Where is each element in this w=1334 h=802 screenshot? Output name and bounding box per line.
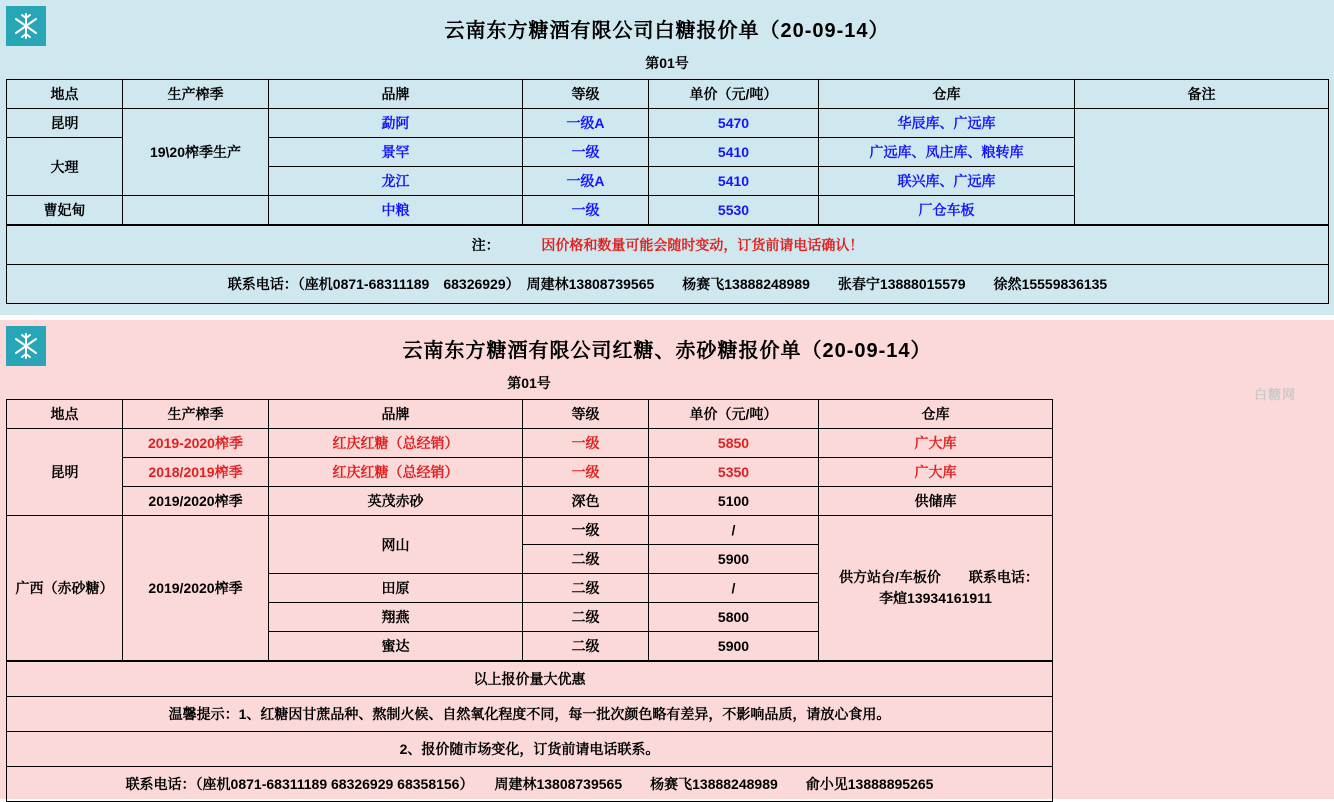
col-brand: 品牌 — [269, 80, 523, 109]
snowflake-logo-icon — [6, 6, 46, 46]
cell-warehouse: 广大库 — [819, 458, 1053, 487]
tip-row — [7, 732, 1053, 767]
cell-grade: 深色 — [523, 487, 649, 516]
table-header-row — [7, 400, 1053, 429]
cell-grade: 一级A — [523, 167, 649, 196]
cell-price: 5900 — [649, 632, 819, 661]
col-price: 单价（元/吨） — [649, 80, 819, 109]
panel1-notes — [6, 225, 1329, 304]
panel2-contact: 联系电话：（座机0871-68311189 68326929 68358156） 周建林13808739565 杨赛飞13888248989 俞小见13888895265 — [7, 767, 1053, 802]
cell-price: 5410 — [649, 167, 819, 196]
col-season: 生产榨季 — [123, 80, 269, 109]
cell-season: 2018/2019榨季 — [123, 458, 269, 487]
table-row — [7, 516, 1053, 545]
cell-season: 2019-2020榨季 — [123, 429, 269, 458]
panel2-order-no: 第01号 — [507, 375, 551, 391]
note-row — [7, 226, 1329, 265]
panel2-tip-1: 温馨提示：1、红糖因甘蔗品种、熬制火候、自然氧化程度不同，每一批次颜色略有差异，不影响品质，请放心食用。 — [7, 697, 1053, 732]
cell-grade: 一级 — [523, 516, 649, 545]
cell-grade: 二级 — [523, 632, 649, 661]
cell-brand: 英茂赤砂 — [269, 487, 523, 516]
cell-warehouse: 厂仓车板 — [819, 196, 1075, 225]
table-row — [7, 429, 1053, 458]
cell-season: 19\20榨季生产 — [123, 109, 269, 196]
cell-season: 2019/2020榨季 — [123, 516, 269, 661]
col-grade: 等级 — [523, 80, 649, 109]
cell-grade: 二级 — [523, 603, 649, 632]
cell-price: 5900 — [649, 545, 819, 574]
panel2-title: 云南东方糖酒有限公司红糖、赤砂糖报价单（20-09-14） — [402, 340, 932, 362]
cell-price: 5530 — [649, 196, 819, 225]
panel1-contact: 联系电话：（座机0871-68311189 68326929） 周建林13808739565 杨赛飞13888248989 张春宁13888015579 徐然15559836135 — [7, 265, 1329, 304]
cell-grade: 二级 — [523, 574, 649, 603]
cell-grade: 一级 — [523, 138, 649, 167]
cell-price: / — [649, 516, 819, 545]
cell-price: 5410 — [649, 138, 819, 167]
note-text: 因价格和数量可能会随时变动，订货前请电话确认！ — [541, 237, 864, 253]
cell-brand: 中粮 — [269, 196, 523, 225]
cell-brand: 田原 — [269, 574, 523, 603]
cell-warehouse: 联兴库、广远库 — [819, 167, 1075, 196]
table-row — [7, 109, 1329, 138]
cell-place: 广西（赤砂糖） — [7, 516, 123, 661]
col-place: 地点 — [7, 80, 123, 109]
cell-place: 曹妃甸 — [7, 196, 123, 225]
cell-brand: 蜜达 — [269, 632, 523, 661]
cell-price: 5100 — [649, 487, 819, 516]
note-label: 注： — [471, 237, 500, 253]
col-price: 单价（元/吨） — [649, 400, 819, 429]
promo-row — [7, 662, 1053, 697]
col-warehouse: 仓库 — [819, 80, 1075, 109]
cell-grade: 一级 — [523, 196, 649, 225]
cell-brand: 翔燕 — [269, 603, 523, 632]
cell-brand: 网山 — [269, 516, 523, 574]
cell-price: 5350 — [649, 458, 819, 487]
table-header-row — [7, 80, 1329, 109]
cell-grade: 一级 — [523, 458, 649, 487]
white-sugar-price-panel — [0, 0, 1334, 315]
col-remark: 备注 — [1075, 80, 1329, 109]
cell-brand: 红庆红糖（总经销） — [269, 458, 523, 487]
watermark: 白糖网 — [1253, 387, 1296, 402]
col-brand: 品牌 — [269, 400, 523, 429]
col-grade: 等级 — [523, 400, 649, 429]
cell-brand: 景罕 — [269, 138, 523, 167]
cell-warehouse: 广远库、凤庄库、粮转库 — [819, 138, 1075, 167]
table-row — [7, 487, 1053, 516]
cell-warehouse: 华辰库、广远库 — [819, 109, 1075, 138]
cell-season — [123, 196, 269, 225]
cell-price: 5800 — [649, 603, 819, 632]
cell-grade: 一级A — [523, 109, 649, 138]
contact-row — [7, 767, 1053, 802]
cell-grade: 二级 — [523, 545, 649, 574]
cell-season: 2019/2020榨季 — [123, 487, 269, 516]
panel1-title: 云南东方糖酒有限公司白糖报价单（20-09-14） — [444, 20, 890, 42]
cell-price: / — [649, 574, 819, 603]
panel2-promo: 以上报价量大优惠 — [7, 662, 1053, 697]
col-place: 地点 — [7, 400, 123, 429]
cell-place: 大理 — [7, 138, 123, 196]
cell-warehouse: 广大库 — [819, 429, 1053, 458]
col-warehouse: 仓库 — [819, 400, 1053, 429]
panel2-notes — [6, 661, 1053, 802]
cell-brand: 勐阿 — [269, 109, 523, 138]
white-sugar-table — [6, 79, 1329, 225]
brown-sugar-price-panel — [0, 320, 1334, 799]
col-season: 生产榨季 — [123, 400, 269, 429]
cell-warehouse: 供储库 — [819, 487, 1053, 516]
cell-place: 昆明 — [7, 429, 123, 516]
brown-sugar-table — [6, 399, 1088, 661]
panel2-tip-2: 2、报价随市场变化，订货前请电话联系。 — [7, 732, 1053, 767]
tip-row — [7, 697, 1053, 732]
cell-remark — [1075, 109, 1329, 225]
table-row — [7, 458, 1053, 487]
cell-price: 5470 — [649, 109, 819, 138]
cell-warehouse: 供方站台/车板价 联系电话： 李煊13934161911 — [819, 516, 1053, 661]
cell-brand: 红庆红糖（总经销） — [269, 429, 523, 458]
cell-brand: 龙江 — [269, 167, 523, 196]
cell-grade: 一级 — [523, 429, 649, 458]
panel1-order-no: 第01号 — [645, 55, 689, 71]
contact-row — [7, 265, 1329, 304]
cell-place: 昆明 — [7, 109, 123, 138]
snowflake-logo-icon — [6, 326, 46, 366]
cell-price: 5850 — [649, 429, 819, 458]
